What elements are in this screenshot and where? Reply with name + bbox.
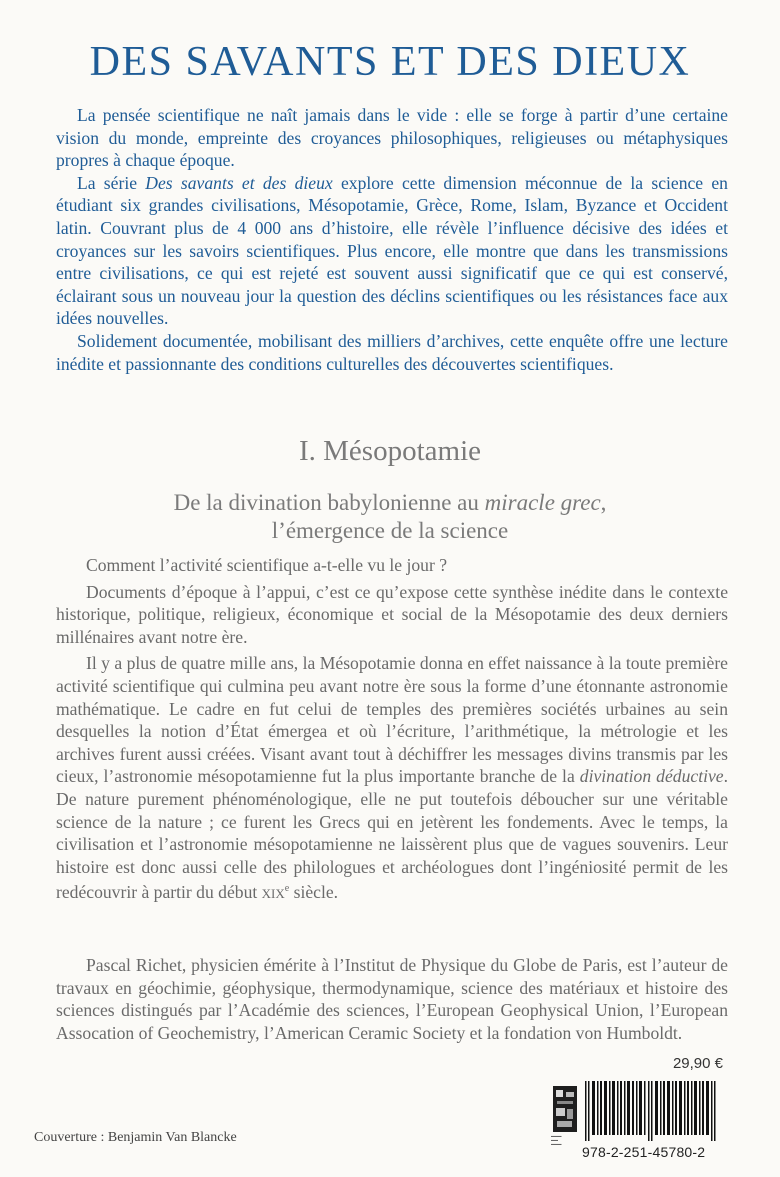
- series-title: DES SAVANTS ET DES DIEUX: [89, 39, 691, 85]
- intro-paragraph: La pensée scientifique ne naît jamais dans le vide : elle se forge à partir d’une certaine vision du monde, empreinte des croyances philosophiques, religieuses ou métaphysiques propres à chaque époque.: [56, 105, 728, 171]
- intro-paragraph: Solidement documentée, mobilisant des milliers d’archives, cette enquête offre une lecture inédite et passionnante des conditions culturelles des découvertes scientifiques.: [56, 330, 728, 374]
- publisher-logo-text-icon: ▬▬▬ ▬▬ ▬▬▬: [551, 1134, 562, 1146]
- volume-description: [56, 554, 728, 906]
- author-bio: Pascal Richet, physicien émérite à l’Institut de Physique du Globe de Paris, est l’auteur de travaux en géochimie, géophysique, thermodynamique, science des matériaux et histoire des sciences distingués par l’Académie des sciences, l’European Geophysical Union, l’European Assocation of Geochemistry, l’American Ceramic Society et la fondation von Humboldt.: [56, 955, 728, 1043]
- body-paragraph: Il y a plus de quatre mille ans, la Mésopotamie donna en effet naissance à la toute première activité scientifique qui culmina peu avant notre ère sous la forme d’une étonnante astronomie mathématique. Le cadre en fut celui de temples des premières sociétés urbaines au sein desquelles la notion d’État émergea et où l’écriture, l’arithmétique, la métrologie et les archives furent aussi créées. Visant avant tout à déchiffrer les messages divins transmis par les cieux, l’astronomie mésopotamienne fut la plus importante branche de la divination déductive. De nature purement phénoménologique, elle ne put toutefois déboucher sur une véritable science de la nature ; ce furent les Grecs qui en jetèrent les fondements. Avec le temps, la civilisation et l’astronomie mésopotamienne ne laissèrent plus que de vagues souvenirs. Leur histoire est donc aussi celle des philologues et archéologues dont l’ingéniosité permit de les redécouvrir à partir du début XIXe siècle.: [56, 653, 728, 903]
- volume-title: I. Mésopotamie: [298, 435, 481, 467]
- barcode-icon: [585, 1081, 725, 1141]
- intro-paragraph: La série Des savants et des dieux explore cette dimension méconnue de la science en étudiant six grandes civilisations, Mésopotamie, Grèce, Rome, Islam, Byzance et Occident latin. Couvrant plus de 4 000 ans d’histoire, elle révèle l’influence décisive des idées et croyances sur les savoirs scientifiques. Plus encore, elle montre que dans les transmissions entre civilisations, ce qui est rejeté est souvent aussi significatif que ce qui est conservé, éclairant sous un nouveau jour la question des déclins scientifiques ou les résistances face aux idées nouvelles.: [56, 172, 728, 329]
- body-paragraph: Comment l’activité scientifique a-t-elle vu le jour ?: [86, 555, 448, 575]
- body-paragraph: Documents d’époque à l’appui, c’est ce qu’expose cette synthèse inédite dans le contexte historique, politique, religieux, économique et social de la Mésopotamie des deux derniers millénaires avant notre ère.: [56, 581, 728, 647]
- cover-credit: Couverture : Benjamin Van Blancke: [34, 1130, 237, 1145]
- publisher-logo-icon: [553, 1086, 577, 1132]
- series-description: [56, 104, 728, 375]
- barcode-block: [550, 1081, 725, 1166]
- price: 29,90 €: [672, 1055, 723, 1072]
- volume-subtitle: De la divination babylonienne au miracle grec, l’émergence de la science: [173, 490, 607, 543]
- series-name: Des savants et des dieux: [145, 172, 333, 193]
- isbn: 978-2-251-45780-2: [582, 1144, 706, 1160]
